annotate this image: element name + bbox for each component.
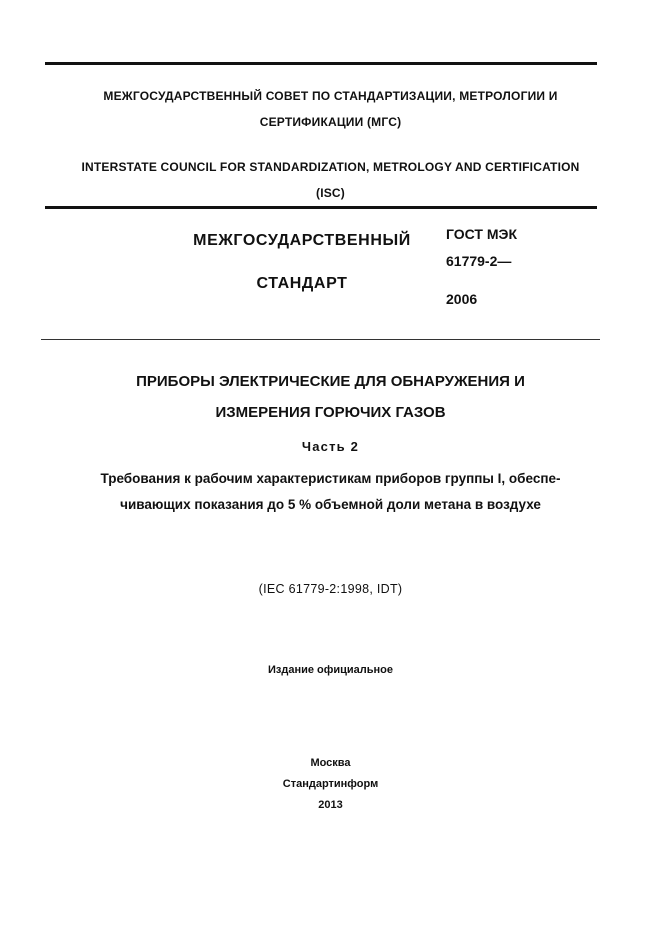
council-english-line-1: INTERSTATE COUNCIL FOR STANDARDIZATION, METROLOGY AND CERTIFICATION — [81, 160, 580, 174]
top-divider — [45, 62, 597, 65]
document-part: Часть 2 — [301, 439, 360, 454]
standard-designation-line-2: 61779-2— — [446, 253, 512, 269]
document-subtitle-line-1: Требования к рабочим характеристикам приборов группы I, обеспе- — [100, 471, 561, 486]
standard-designation-line-1: ГОСТ МЭК — [446, 226, 518, 242]
standard-designation-year: 2006 — [446, 291, 478, 307]
council-russian — [0, 83, 661, 135]
document-title — [0, 366, 661, 428]
council-english — [0, 154, 661, 206]
iec-reference: (IEC 61779-2:1998, IDT) — [258, 582, 403, 596]
document-subtitle — [0, 466, 661, 518]
document-title-line-1: ПРИБОРЫ ЭЛЕКТРИЧЕСКИЕ ДЛЯ ОБНАРУЖЕНИЯ И — [136, 373, 525, 390]
edition-label: Издание официальное — [267, 664, 394, 676]
publisher-city: Москва — [310, 757, 351, 769]
publisher-name: Стандартинформ — [282, 778, 379, 790]
document-title-line-2: ИЗМЕРЕНИЯ ГОРЮЧИХ ГАЗОВ — [215, 404, 446, 421]
council-english-line-2: (ISC) — [316, 186, 345, 200]
council-russian-line-1: МЕЖГОСУДАРСТВЕННЫЙ СОВЕТ ПО СТАНДАРТИЗАЦИИ, МЕТРОЛОГИИ И — [103, 89, 558, 103]
publisher-year: 2013 — [318, 799, 343, 811]
council-russian-line-2: СЕРТИФИКАЦИИ (МГС) — [259, 115, 402, 129]
publisher-block — [0, 753, 661, 816]
document-subtitle-line-2: чивающих показания до 5 % объемной доли метана в воздухе — [120, 497, 541, 512]
standard-type-line-1: МЕЖГОСУДАРСТВЕННЫЙ — [193, 232, 411, 249]
middle-divider — [45, 206, 597, 209]
thin-divider — [41, 339, 600, 340]
standard-type-line-2: СТАНДАРТ — [256, 275, 348, 292]
